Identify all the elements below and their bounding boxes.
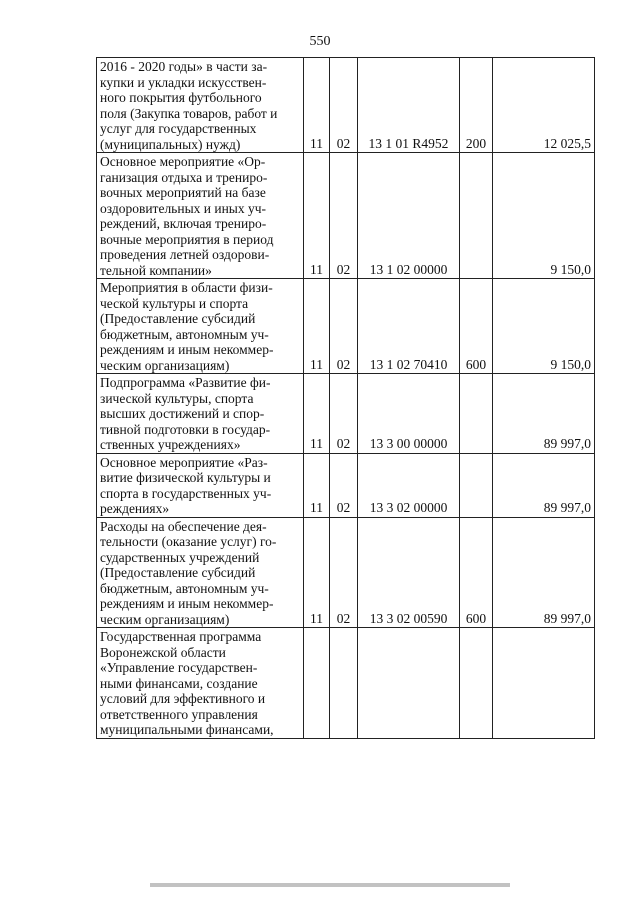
subsection-code-cell: 02 <box>330 453 358 517</box>
row-name-line: Основное мероприятие «Ор- <box>100 154 266 169</box>
row-name-line: вочные мероприятия в период <box>100 231 274 247</box>
row-name-line: высших достижений и спор- <box>100 406 265 421</box>
subsection-code-cell: 02 <box>330 153 358 279</box>
row-name-cell <box>97 517 304 628</box>
expense-type-cell: 600 <box>460 279 493 374</box>
target-article-cell: 13 3 02 00590 <box>358 517 460 628</box>
table-row <box>97 628 595 739</box>
row-name-line: тельной компании» <box>100 262 212 278</box>
row-name-line: ного покрытия футбольного <box>100 90 262 105</box>
row-name-line: оздоровительных и иных уч- <box>100 200 267 216</box>
row-name-line: сударственных учреждений <box>100 549 260 565</box>
section-code-cell <box>304 628 330 739</box>
row-name-cell <box>97 628 304 739</box>
row-name-line: бюджетным, автономным уч- <box>100 580 269 596</box>
row-name-line: 2016 - 2020 годы» в части за- <box>100 59 268 74</box>
expense-type-cell <box>460 453 493 517</box>
row-name-line: реждениям и иным некоммер- <box>100 342 274 357</box>
row-name-line: реждений, включая трениро- <box>100 216 267 231</box>
row-name-line: спорта в государственных уч- <box>100 485 272 501</box>
row-name-line: Государственная программа <box>100 629 262 644</box>
amount-cell: 9 150,0 <box>493 279 595 374</box>
budget-table <box>96 57 595 739</box>
row-name-line: (Предоставление субсидий <box>100 311 256 326</box>
row-name-line: «Управление государствен- <box>100 660 258 675</box>
row-name-line: тивной подготовки в государ- <box>100 421 271 437</box>
table-row <box>97 279 595 374</box>
row-name-line: зической культуры, спорта <box>100 390 254 406</box>
row-name-line: ственных учреждениях» <box>100 437 241 452</box>
expense-type-cell: 600 <box>460 517 493 628</box>
row-name-line: реждениях» <box>100 501 170 516</box>
section-code-cell: 11 <box>304 517 330 628</box>
row-name-line: витие физической культуры и <box>100 470 271 485</box>
subsection-code-cell: 02 <box>330 374 358 454</box>
row-name-line: Расходы на обеспечение дея- <box>100 518 267 534</box>
expense-type-cell <box>460 628 493 739</box>
amount-cell: 12 025,5 <box>493 58 595 153</box>
row-name-cell <box>97 58 304 153</box>
row-name-line: (Предоставление субсидий <box>100 565 256 580</box>
row-name-line: проведения летней оздорови- <box>100 247 270 262</box>
row-name-line: ческой культуры и спорта <box>100 295 249 311</box>
budget-table-body <box>97 58 595 739</box>
subsection-code-cell: 02 <box>330 279 358 374</box>
target-article-cell: 13 3 00 00000 <box>358 374 460 454</box>
row-name-line: условий для эффективного и <box>100 691 266 706</box>
target-article-cell: 13 1 01 R4952 <box>358 58 460 153</box>
amount-cell: 89 997,0 <box>493 453 595 517</box>
row-name-cell <box>97 279 304 374</box>
row-name-line: (муниципальных) нужд) <box>100 136 241 152</box>
row-name-line: вочных мероприятий на базе <box>100 185 266 200</box>
target-article-cell <box>358 628 460 739</box>
row-name-line: ными финансами, создание <box>100 675 258 691</box>
row-name-line: муниципальными финансами, <box>100 722 274 737</box>
row-name-line: поля (Закупка товаров, работ и <box>100 105 278 121</box>
table-row <box>97 374 595 454</box>
subsection-code-cell <box>330 628 358 739</box>
row-name-cell <box>97 374 304 454</box>
row-name-line: Подпрограмма «Развитие фи- <box>100 375 271 390</box>
row-name-line: ответственного управления <box>100 706 258 722</box>
section-code-cell: 11 <box>304 153 330 279</box>
section-code-cell: 11 <box>304 374 330 454</box>
target-article-cell: 13 1 02 00000 <box>358 153 460 279</box>
target-article-cell: 13 1 02 70410 <box>358 279 460 374</box>
row-name-line: Воронежской области <box>100 644 226 660</box>
page-number: 550 <box>309 34 331 49</box>
row-name-line: Мероприятия в области физи- <box>100 280 273 295</box>
table-row <box>97 153 595 279</box>
row-name-line: бюджетным, автономным уч- <box>100 326 269 342</box>
table-row <box>97 517 595 628</box>
expense-type-cell <box>460 374 493 454</box>
table-row <box>97 58 595 153</box>
row-name-cell <box>97 453 304 517</box>
section-code-cell: 11 <box>304 453 330 517</box>
expense-type-cell <box>460 153 493 279</box>
row-name-line: ческим организациям) <box>100 611 230 627</box>
row-name-line: ганизация отдыха и трениро- <box>100 169 268 185</box>
expense-type-cell: 200 <box>460 58 493 153</box>
row-name-line: реждениям и иным некоммер- <box>100 596 274 611</box>
amount-cell: 89 997,0 <box>493 517 595 628</box>
scan-edge-mark <box>0 883 640 887</box>
subsection-code-cell: 02 <box>330 58 358 153</box>
row-name-line: ческим организациям) <box>100 357 230 373</box>
section-code-cell: 11 <box>304 58 330 153</box>
target-article-cell: 13 3 02 00000 <box>358 453 460 517</box>
section-code-cell: 11 <box>304 279 330 374</box>
table-row <box>97 453 595 517</box>
amount-cell <box>493 628 595 739</box>
row-name-line: купки и укладки искусствен- <box>100 74 267 90</box>
row-name-line: Основное мероприятие «Раз- <box>100 454 268 470</box>
amount-cell: 9 150,0 <box>493 153 595 279</box>
row-name-line: тельности (оказание услуг) го- <box>100 534 277 549</box>
amount-cell: 89 997,0 <box>493 374 595 454</box>
subsection-code-cell: 02 <box>330 517 358 628</box>
row-name-line: услуг для государственных <box>100 121 257 136</box>
row-name-cell <box>97 153 304 279</box>
